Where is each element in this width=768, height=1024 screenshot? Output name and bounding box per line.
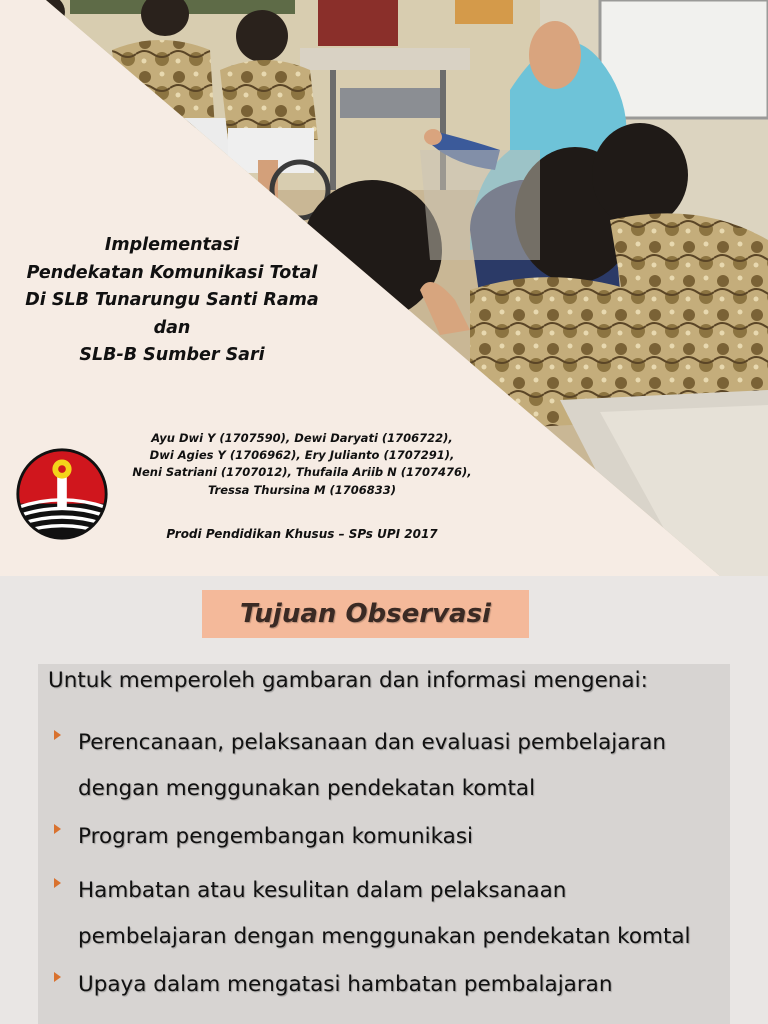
list-item-line: dengan menggunakan pendekatan komtal [78, 776, 536, 801]
section-heading: Tujuan Observasi [202, 590, 529, 638]
author-list [118, 430, 486, 499]
author-line: Tressa Thursina M (1706833) [207, 482, 397, 497]
author-line: Dwi Agies Y (1706962), Ery Julianto (1707291), [149, 448, 455, 463]
university-logo-icon [14, 446, 110, 542]
author-line: Ayu Dwi Y (1707590), Dewi Daryati (1706722), [151, 431, 453, 445]
list-item-line: Hambatan atau kesulitan dalam pelaksanaan [78, 878, 567, 903]
objective-slide [0, 576, 768, 1024]
list-item-line: pembelajaran dengan menggunakan pendekatan komtal [78, 924, 691, 949]
title-line: dan [153, 317, 191, 338]
list-item-line: Program pengembangan komunikasi [78, 824, 474, 849]
presentation-title [0, 232, 344, 370]
title-line: SLB-B Sumber Sari [79, 345, 265, 365]
objective-content [38, 664, 730, 1024]
title-line: Implementasi [104, 235, 240, 255]
bullet-arrow-icon [54, 730, 61, 740]
bullet-arrow-icon [54, 972, 61, 982]
title-line: Pendekatan Komunikasi Total [26, 262, 318, 283]
bullet-arrow-icon [54, 824, 61, 834]
title-line: Di SLB Tunarungu Santi Rama [25, 290, 319, 310]
author-line: Neni Satriani (1707012), Thufaila Ariib N (1707476), [132, 465, 472, 480]
list-item-line: Upaya dalam mengatasi hambatan pembalajaran [78, 972, 613, 997]
program-label: Prodi Pendidikan Khusus – SPs UPI 2017 [166, 527, 438, 541]
bullet-arrow-icon [54, 878, 61, 888]
intro-text: Untuk memperoleh gambaran dan informasi mengenai: [48, 668, 648, 693]
list-item-line: Perencanaan, pelaksanaan dan evaluasi pembelajaran [78, 730, 667, 755]
